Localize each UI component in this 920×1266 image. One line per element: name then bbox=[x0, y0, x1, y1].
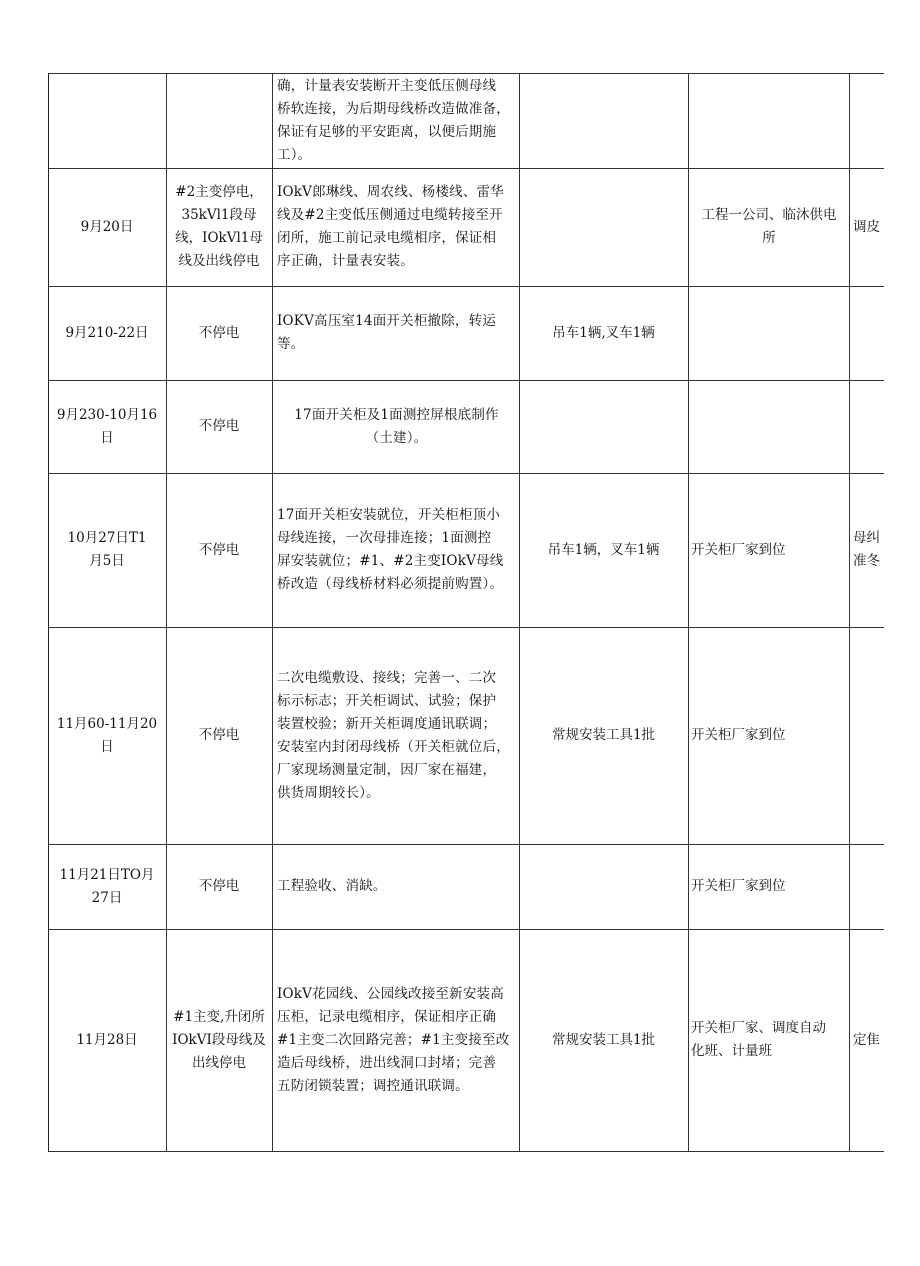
table-row-4-units: 开关柜厂家到位 bbox=[691, 541, 786, 558]
table-row-7-remark: 定隹 bbox=[853, 1031, 880, 1048]
table-row-4-date: 10月27日T1 月5日 bbox=[67, 530, 147, 569]
table-row-7-equipment: 常规安装工具1批 bbox=[551, 1031, 656, 1048]
table-row-5-equipment: 常规安装工具1批 bbox=[551, 727, 656, 743]
table-row-1-outage: #2主变停电， 35kVl1段母 线，IOkVl1母 线及出线停电 bbox=[175, 184, 263, 269]
table-row-6-date: 11月21日TO月 27日 bbox=[59, 866, 155, 906]
table-row-7-date: 11月28日 bbox=[76, 1031, 138, 1048]
table-row-6-units: 开关柜厂家到位 bbox=[691, 878, 786, 894]
table-row-7-outage: #1主变,升闭所 IOkVI段母线及 出线停电 bbox=[172, 1008, 266, 1071]
table-row-7-units: 开关柜厂家、调度自动 化班、计量班 bbox=[691, 1020, 826, 1059]
table-row-2-equipment: 吊车1辆,叉车1辆 bbox=[552, 324, 655, 341]
table-row-5-date: 11月60-11月20 日 bbox=[56, 715, 158, 755]
table-row-3-outage: 不停电 bbox=[198, 418, 240, 434]
table-row-4-content: 17面开关柜安装就位，开关柜柜顶小 母线连接，一次母排连接；1面测控 屏安装就位；#1、#2主变IOkV母线 桥改造（母线桥材料必须提前购置）。 bbox=[277, 507, 504, 592]
table-row-1-remark: 调皮 bbox=[853, 218, 880, 235]
table-row-2-outage: 不停电 bbox=[198, 324, 240, 341]
table-row-4-equipment: 吊车1辆，叉车1辆 bbox=[547, 541, 660, 558]
table-row-5-units: 开关柜厂家到位 bbox=[691, 727, 786, 743]
table-row-4-outage: 不停电 bbox=[198, 541, 240, 558]
table-row-5-content: 二次电缆敷设、接线；完善一、二次 标示标志；开关柜调试、试验；保护 装置校验；新开关柜调度通讯联调； 安装室内封闭母线桥（开关柜就位后， 厂家现场测量定制，因厂家在福建， 供货周期较长）。 bbox=[277, 669, 510, 801]
table-row-3-content: 17面开关柜及1面测控屏根底制作 （土建）。 bbox=[294, 406, 499, 446]
table-row-5-outage: 不停电 bbox=[198, 727, 240, 743]
table-row-6-outage: 不停电 bbox=[198, 878, 240, 894]
table-row-3-date: 9月230-10月16 日 bbox=[56, 406, 158, 446]
table-row-2-date: 9月210-22日 bbox=[65, 324, 149, 341]
table-row-7-content: IOkV花园线、公园线改接至新安装高 压柜，记录电缆相序，保证相序正确 #1主变二次回路完善；#1主变接至改 造后母线桥，进出线洞口封堵；完善 五防闭锁装置；调控通讯联调。 bbox=[277, 985, 510, 1094]
table-row-1-date: 9月20日 bbox=[80, 218, 134, 235]
table-row-1-units: 工程一公司、临沐供电 所 bbox=[701, 207, 837, 246]
table-row-4-remark: 母纠 准冬 bbox=[853, 530, 880, 569]
table-row-6-content: 工程验收、消缺。 bbox=[277, 878, 387, 894]
row-divider bbox=[48, 1151, 884, 1152]
table-row-1-content: IOkV郎琳线、周农线、杨楼线、雷华 线及#2主变低压侧通过电缆转接至开 闭所，施工前记录电缆相序，保证相 序正确，计量表安装。 bbox=[277, 184, 504, 269]
table-row-2-content: IOKV高压室14面开关柜撤除，转运 等。 bbox=[277, 313, 497, 352]
schedule-table bbox=[48, 73, 884, 1152]
table-row-0-content: 确，计量表安装断开主变低压侧母线 桥软连接，为后期母线桥改造做准备， 保证有足够的平安距离，以便后期施 工）。 bbox=[277, 77, 510, 163]
